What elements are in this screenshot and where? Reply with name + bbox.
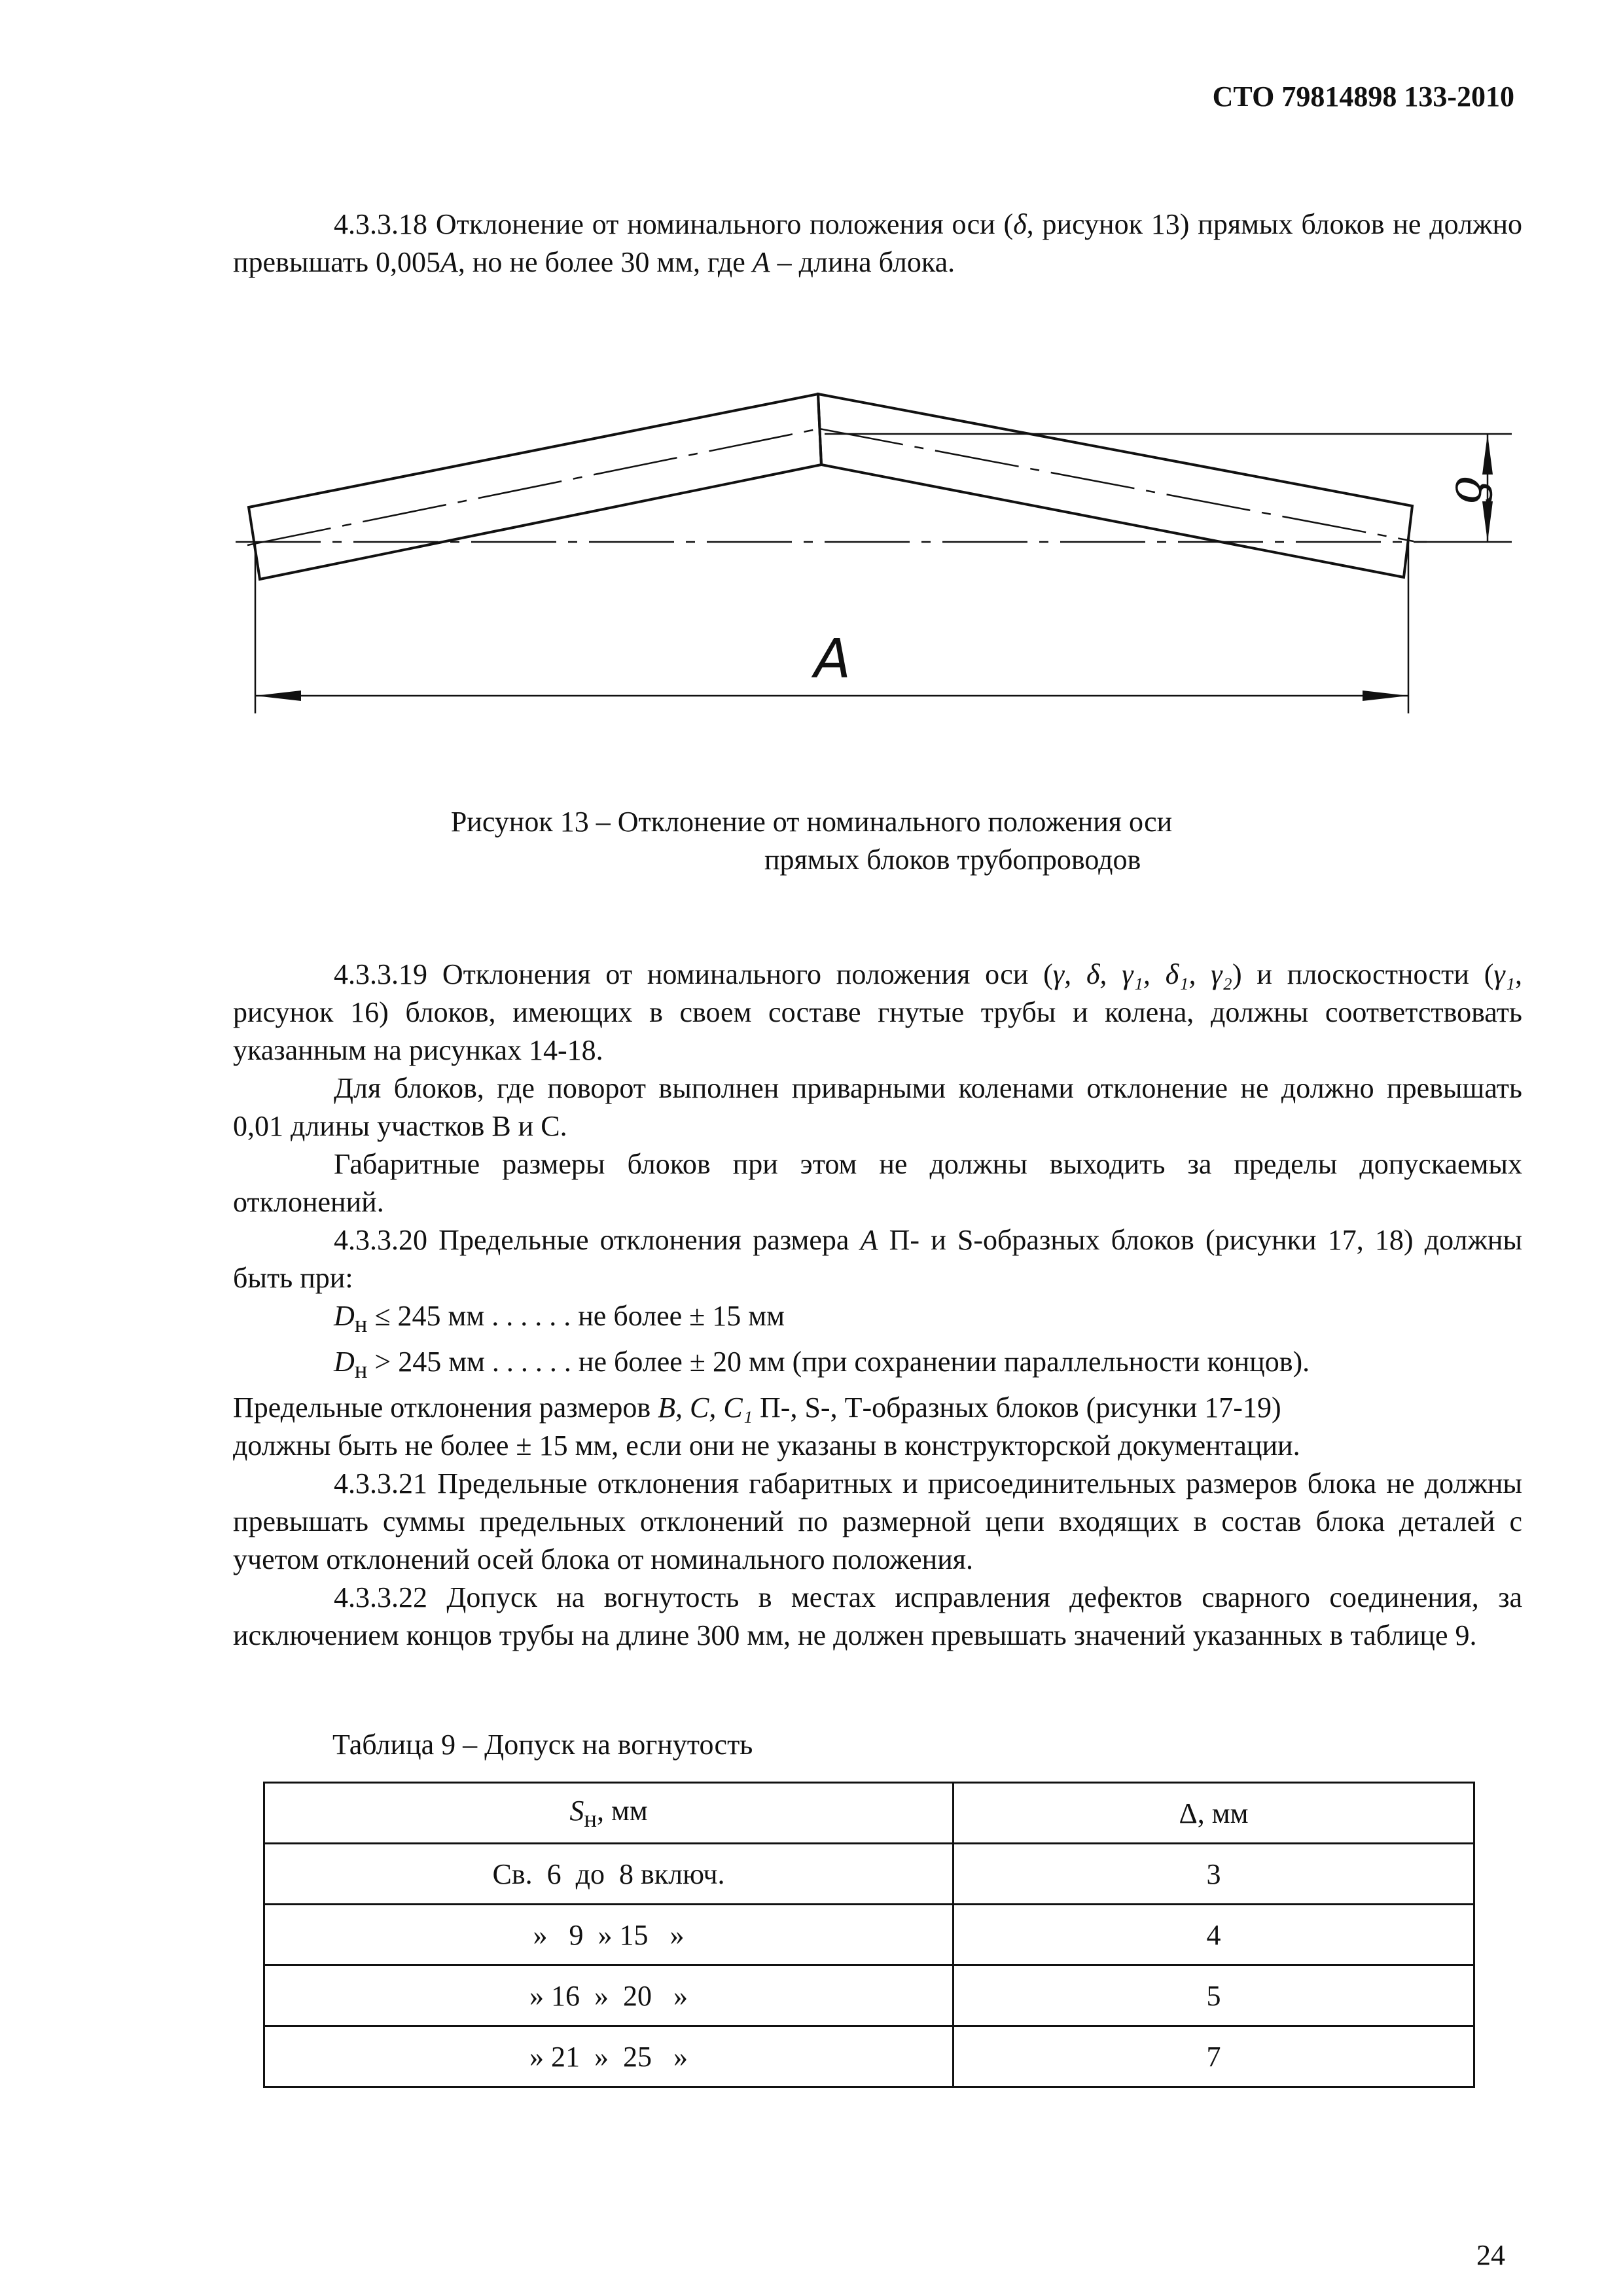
table-row [264,2026,1474,2087]
figure-caption-line1: Рисунок 13 – Отклонение от номинального положения оси [450,806,1173,838]
arrow-right-a [1363,691,1408,701]
paragraph-overall-dimensions: Габаритные размеры блоков при этом не должны выходить за пределы допускаемых отклонений. [233,1148,1522,1218]
figure-caption-line2: прямых блоков трубопроводов [764,844,1141,876]
cell-range: » 9 » 15 » [264,1905,954,1965]
cell-range: » 16 » 20 » [264,1965,954,2026]
paragraph-4-3-3-21: 4.3.3.21 Предельные отклонения габаритных и присоединительных размеров блока не должны превышать суммы предельных отклонений по размерной цепи входящих в состав блока деталей с учетом отклонений осей блока от номинального положения. [233,1467,1522,1575]
cell-value: 7 [954,2026,1474,2087]
cell-value: 4 [954,1905,1474,1965]
cell-value: 3 [954,1844,1474,1905]
document-code: СТО 79814898 133-2010 [1212,81,1514,113]
table-9-title: Таблица 9 – Допуск на вогнутость [332,1729,753,1761]
table-row [264,1905,1474,1965]
table-9 [263,1782,1475,2088]
block-deviation-drawing [229,383,1525,730]
cell-range: » 21 » 25 » [264,2026,954,2087]
tolerance-line-2: $D_н > 245$ мм . . . . . . не более ± 20 мм (при сохранении параллельности концов). [334,1345,1310,1383]
tolerance-line-3: Предельные отклонения размеров B, C, C₁ П-, S-, Т-образных блоков (рисунки 17-19) [233,1391,1281,1424]
right-block-axis [819,429,1414,541]
paragraph-4-3-3-22: 4.3.3.22 Допуск на вогнутость в местах исправления дефектов сварного соединения, за исключением концов трубы на длине 300 мм, не должен превышать значений указанных в таблице 9. [233,1581,1522,1651]
paragraph-4-3-3-20: 4.3.3.20 Предельные отклонения размера A П- и S-образных блоков (рисунки 17, 18) должны быть при: [233,1224,1523,1294]
paragraph-4-3-3-18: 4.3.3.18 Отклонение от номинального положения оси (δ, рисунок 13) прямых блоков не должно превышать 0,005A, но не более 30 мм, где A – длина блока. [233,208,1522,278]
table-header-row [264,1783,1474,1844]
paragraph-4-3-3-19: 4.3.3.19 Отклонения от номинального положения оси (γ, δ, γ₁, δ₁, γ₂) и плоскостности (γ₁, рисунок 16) блоков, имеющих в своем составе гнутые трубы и колена, должны соответствовать указанным на рисунках 14-18. [233,958,1522,1066]
left-block-axis [247,429,819,545]
header-concavity: Δ, мм [954,1783,1474,1844]
header-wall-thickness: $S_н$, мм [264,1783,954,1844]
tolerance-line-4: должны быть не более ± 15 мм, если они не указаны в конструкторской документации. [233,1429,1300,1462]
cell-value: 5 [954,1965,1474,2026]
arrow-up-delta [1482,434,1493,475]
figure-13 [229,383,1525,730]
paragraph-welded-bends: Для блоков, где поворот выполнен приварными коленами отклонение не должно превышать 0,01 длины участков B и C. [233,1072,1522,1142]
table-row [264,1844,1474,1905]
label-delta: δ [1445,476,1500,505]
arrow-left-a [255,691,301,701]
tolerance-line-1: $D_н \le 245$ мм . . . . . . не более ± 15 мм [334,1300,785,1337]
table-row [264,1965,1474,2026]
body-text [233,956,1522,1655]
label-a: A [813,628,851,691]
cell-range: Св. 6 до 8 включ. [264,1844,954,1905]
arrow-down-delta [1482,501,1493,542]
right-pipe-block [818,394,1412,577]
page-number: 24 [1476,2239,1505,2271]
